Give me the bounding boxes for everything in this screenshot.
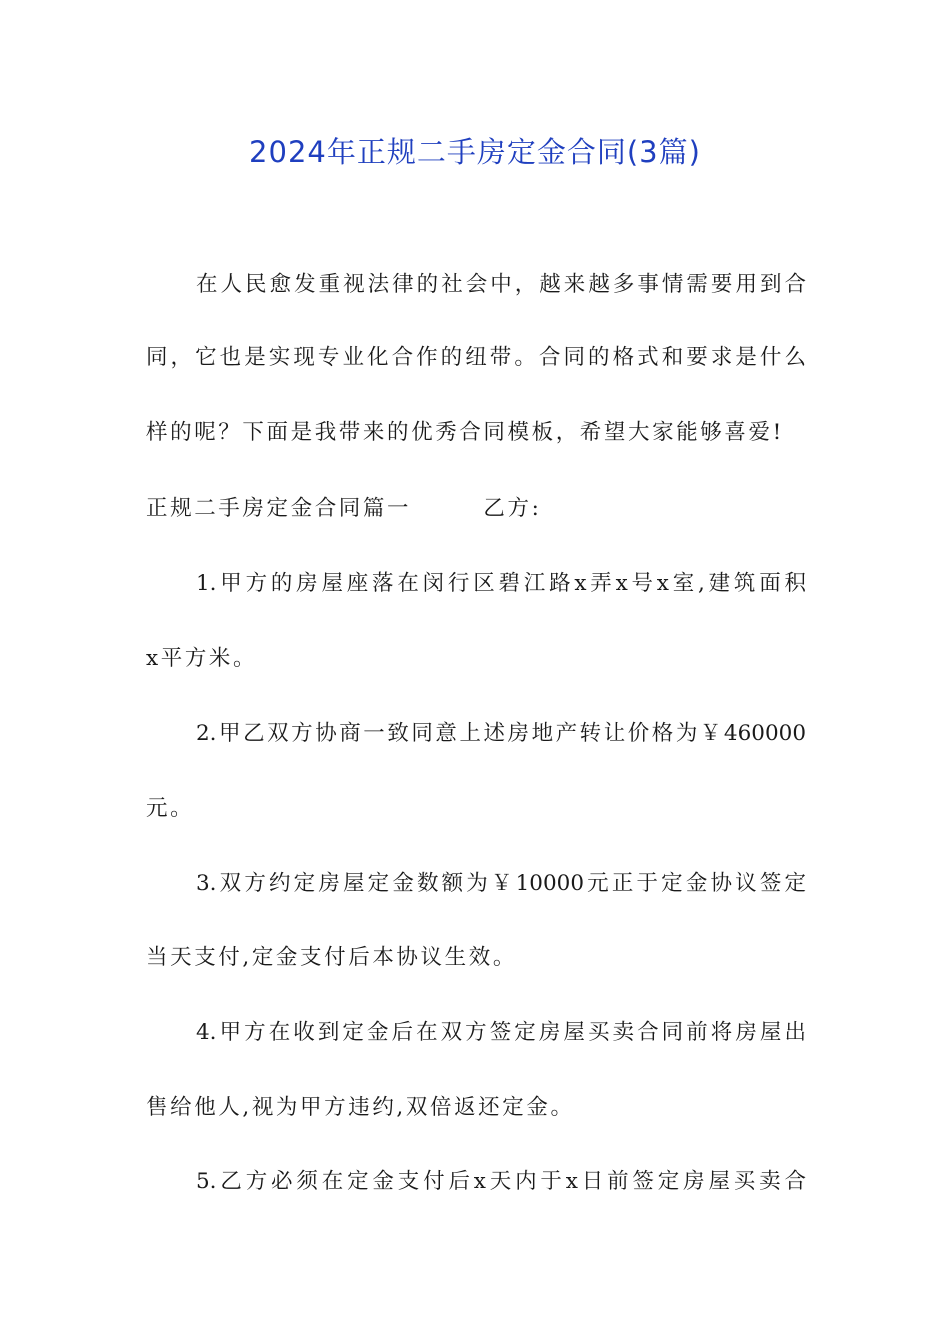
clause-2-line-2: 元。 xyxy=(146,796,195,821)
clause-1-line-1: 1.甲方的房屋座落在闵行区碧江路x弄x号x室,建筑面积 xyxy=(196,571,806,596)
clause-4-line-2: 售给他人,视为甲方违约,双倍返还定金。 xyxy=(146,1095,575,1120)
document-title: 2024年正规二手房定金合同(3篇) xyxy=(249,135,701,169)
intro-line-1: 在人民愈发重视法律的社会中，越来越多事情需要用到合 xyxy=(196,272,806,297)
clause-3-line-2: 当天支付,定金支付后本协议生效。 xyxy=(146,945,517,970)
clause-3-line-1: 3.双方约定房屋定金数额为￥10000元正于定金协议签定 xyxy=(196,871,806,896)
intro-line-3: 样的呢？下面是我带来的优秀合同模板，希望大家能够喜爱! xyxy=(146,420,784,445)
clause-1-line-2: x平方米。 xyxy=(146,646,258,671)
clause-5-line-1: 5.乙方必须在定金支付后x天内于x日前签定房屋买卖合 xyxy=(196,1169,806,1194)
clause-4-line-1: 4.甲方在收到定金后在双方签定房屋买卖合同前将房屋出 xyxy=(196,1020,806,1045)
intro-line-2: 同，它也是实现专业化合作的纽带。合同的格式和要求是什么 xyxy=(146,345,806,370)
section-heading: 正规二手房定金合同篇一 乙方: xyxy=(146,496,542,521)
clause-2-line-1: 2.甲乙双方协商一致同意上述房地产转让价格为￥460000 xyxy=(196,721,806,746)
